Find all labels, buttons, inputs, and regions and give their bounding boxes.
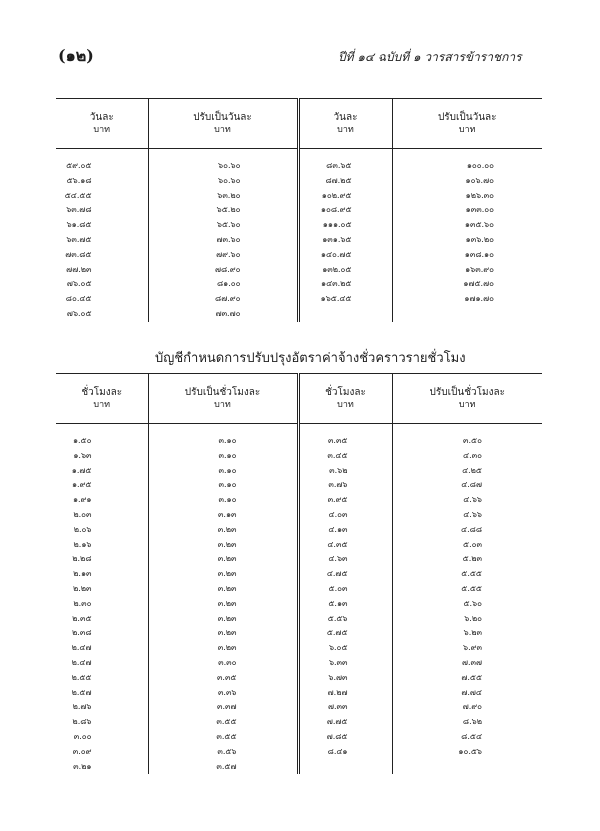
table-cell: ๓.๑๐ <box>148 449 298 464</box>
table-cell: ๖.๒๓ <box>392 626 542 641</box>
table-row <box>56 218 542 233</box>
column-title: วันละ <box>333 111 358 123</box>
table-cell: ๕๖.๑๘ <box>66 175 92 185</box>
table-cell: ๑๑๑.๐๕ <box>298 218 392 233</box>
table-row <box>56 582 542 597</box>
table-cell: ๓.๑๓ <box>148 508 298 523</box>
table-cell: ๑๖๓.๙๐ <box>392 263 542 278</box>
table-cell: ๕.๐๓ <box>298 582 392 597</box>
table-row <box>56 567 542 582</box>
hourly-table-header <box>56 374 542 424</box>
column-unit: บาท <box>337 399 354 410</box>
table-cell: ๒.๘๖ <box>72 717 92 727</box>
table-row <box>56 478 542 493</box>
table-cell: ๗๙.๖๐ <box>148 248 298 263</box>
table-cell: ๒.๓๐ <box>73 598 92 608</box>
table-cell: ๑๓๖.๒๐ <box>392 233 542 248</box>
table-cell: ๗๗.๒๓ <box>66 264 92 274</box>
table-cell: ๘๗.๒๕ <box>298 174 392 189</box>
daily-table-header <box>56 99 542 149</box>
table-cell: ๑๔๐.๗๕ <box>298 248 392 263</box>
table-cell: ๕๙.๐๕ <box>66 161 92 170</box>
table-cell: ๓.๒๓ <box>148 523 298 538</box>
table-cell: ๑๔๓.๒๕ <box>298 277 392 292</box>
table-cell <box>298 307 392 322</box>
table-row <box>56 434 542 449</box>
table-row <box>56 597 542 612</box>
table-cell: ๑๐.๕๖ <box>392 745 542 760</box>
table-cell: ๘๐.๔๕ <box>65 294 92 304</box>
table-cell: ๖๑.๘๕ <box>66 220 92 230</box>
table-cell: ๓.๕๕ <box>148 730 298 745</box>
table-row <box>56 538 542 553</box>
table-cell: ๓.๒๓ <box>148 582 298 597</box>
table-cell: ๖๕.๒๐ <box>148 203 298 218</box>
table-cell: ๔.๖๖ <box>392 493 542 508</box>
table-cell: ๓.๒๓ <box>148 538 298 553</box>
table-row <box>56 174 542 189</box>
table-cell: ๓.๒๓ <box>148 552 298 567</box>
table-cell: ๖.๓๓ <box>298 656 392 671</box>
table-cell: ๖.๐๕ <box>298 641 392 656</box>
column-title: ชั่วโมงละ <box>325 386 366 398</box>
table-cell: ๗๖.๐๕ <box>66 308 92 318</box>
table-row <box>56 612 542 627</box>
table-cell: ๒.๔๗ <box>71 657 92 667</box>
table-cell: ๖.๗๓ <box>298 671 392 686</box>
hourly-table-caption: บัญชีกำหนดการปรับปรุงอัตราค่าจ้างชั่วคราวรายชั่วโมง <box>155 351 466 366</box>
table-cell: ๖๓.๗๕ <box>66 234 92 244</box>
table-row <box>56 277 542 292</box>
table-cell: ๔.๒๕ <box>392 464 542 479</box>
table-cell: ๕๔.๕๕ <box>64 190 92 200</box>
table-cell: ๘.๖๒ <box>392 715 542 730</box>
table-row <box>56 233 542 248</box>
column-title: ชั่วโมงละ <box>81 386 123 398</box>
table-cell: ๑๖๕.๔๕ <box>298 292 392 307</box>
table-cell: ๔.๓๕ <box>298 538 392 553</box>
table-cell: ๒.๐๖ <box>73 524 92 534</box>
table-row <box>56 464 542 479</box>
table-cell: ๖๓.๗๘ <box>66 205 92 215</box>
table-row <box>56 715 542 730</box>
column-header <box>56 99 148 149</box>
table-cell: ๒.๓๕ <box>72 613 92 623</box>
table-cell: ๖๐.๖๐ <box>148 174 298 189</box>
table-cell: ๑.๗๕ <box>71 465 92 475</box>
table-row <box>56 189 542 204</box>
hourly-wage-table <box>56 373 542 774</box>
table-cell <box>298 760 392 775</box>
table-row <box>56 203 542 218</box>
column-unit: บาท <box>214 399 231 410</box>
column-header <box>392 374 542 424</box>
table-cell: ๕.๕๖ <box>298 612 392 627</box>
table-row <box>56 263 542 278</box>
table-row <box>56 307 542 322</box>
table-cell: ๒.๔๗ <box>71 643 92 653</box>
column-unit: บาท <box>458 399 476 410</box>
table-cell: ๕.๑๓ <box>298 597 392 612</box>
table-cell: ๗๘.๙๐ <box>148 263 298 278</box>
column-header <box>298 374 392 424</box>
table-cell: ๕.๕๕ <box>392 567 542 582</box>
table-cell <box>392 307 542 322</box>
column-unit: บาท <box>458 124 476 135</box>
table-cell: ๔.๘๘ <box>392 523 542 538</box>
table-cell: ๑๓๑.๖๕ <box>298 233 392 248</box>
table-cell: ๓.๒๓ <box>148 567 298 582</box>
table-cell: ๓.๒๑ <box>73 761 92 771</box>
table-cell: ๓.๓๕ <box>298 434 392 449</box>
table-row <box>56 641 542 656</box>
running-title: ปีที่ ๑๔ ฉบับที่ ๑ วารสารข้าราชการ <box>338 50 522 64</box>
table-cell: ๓.๔๕ <box>298 449 392 464</box>
table-cell: ๑.๙๑ <box>72 495 92 505</box>
table-row <box>56 700 542 715</box>
column-title: ปรับเป็นชั่วโมงละ <box>184 386 261 398</box>
column-header <box>148 99 298 149</box>
table-cell: ๔.๓๐ <box>392 449 542 464</box>
table-cell: ๗.๗๔ <box>392 686 542 701</box>
column-title: วันละ <box>89 111 114 123</box>
table-cell: ๓.๒๓ <box>148 626 298 641</box>
table-cell: ๓.๓๖ <box>148 686 298 701</box>
column-unit: บาท <box>214 124 231 135</box>
column-header <box>392 99 542 149</box>
table-cell: ๗๓.๖๐ <box>148 233 298 248</box>
table-cell: ๖๓.๒๐ <box>148 189 298 204</box>
table-cell: ๒.๓๘ <box>72 628 92 638</box>
table-cell: ๗๓.๘๕ <box>65 249 92 259</box>
table-cell: ๗.๒๗ <box>298 686 392 701</box>
table-cell: ๗.๗๕ <box>298 715 392 730</box>
table-cell: ๑๓๓.๐๐ <box>392 203 542 218</box>
column-title: ปรับเป็นชั่วโมงละ <box>429 386 505 398</box>
table-cell: ๑๐๐.๐๐ <box>392 159 542 174</box>
table-cell: ๕.๐๓ <box>392 538 542 553</box>
table-cell: ๗.๘๕ <box>298 730 392 745</box>
table-cell: ๑๓๒.๐๕ <box>298 263 392 278</box>
column-unit: บาท <box>337 124 354 135</box>
table-row <box>56 159 542 174</box>
column-title: ปรับเป็นวันละ <box>193 111 252 123</box>
table-cell: ๘.๕๔ <box>392 730 542 745</box>
table-cell: ๘๗.๙๐ <box>148 292 298 307</box>
table-cell: ๒.๕๗ <box>71 687 92 697</box>
table-cell: ๑๐๖.๗๐ <box>392 174 542 189</box>
table-cell: ๑.๖๓ <box>73 450 92 460</box>
table-cell: ๓.๒๓ <box>148 612 298 627</box>
table-cell: ๓.๕๗ <box>148 760 298 775</box>
table-row <box>56 671 542 686</box>
table-row <box>56 745 542 760</box>
table-cell: ๑๐๘.๙๕ <box>298 203 392 218</box>
column-header <box>298 99 392 149</box>
table-cell: ๓.๒๓ <box>148 641 298 656</box>
table-cell: ๔.๗๕ <box>298 567 392 582</box>
table-cell: ๓.๗๖ <box>298 478 392 493</box>
table-cell: ๒.๐๓ <box>73 509 92 519</box>
table-cell: ๖๐.๖๐ <box>148 159 298 174</box>
table-cell: ๓.๕๖ <box>148 745 298 760</box>
table-cell: ๒.๗๖ <box>72 702 92 712</box>
table-cell: ๔.๖๖ <box>392 508 542 523</box>
table-row <box>56 523 542 538</box>
table-cell: ๓.๑๐ <box>148 434 298 449</box>
table-cell: ๘๑.๐๐ <box>148 277 298 292</box>
daily-wage-table <box>56 98 542 322</box>
table-cell: ๓.๓๕ <box>148 671 298 686</box>
table-cell: ๔.๐๓ <box>298 508 392 523</box>
table-cell: ๗๓.๗๐ <box>148 307 298 322</box>
column-header <box>56 374 148 424</box>
table-cell: ๓.๕๐ <box>392 434 542 449</box>
column-title: ปรับเป็นวันละ <box>437 111 497 123</box>
table-cell: ๓.๙๕ <box>298 493 392 508</box>
table-cell <box>392 760 542 775</box>
table-cell: ๕.๖๐ <box>392 597 542 612</box>
table-row <box>56 656 542 671</box>
column-unit: บาท <box>93 399 111 410</box>
table-cell: ๗.๙๐ <box>392 700 542 715</box>
table-cell: ๒.๒๘ <box>72 554 92 564</box>
table-row <box>56 248 542 263</box>
table-cell: ๘๓.๖๕ <box>298 159 392 174</box>
table-row <box>56 493 542 508</box>
table-cell: ๑๐๒.๙๕ <box>298 189 392 204</box>
table-cell: ๓.๕๕ <box>148 715 298 730</box>
table-cell: ๒.๑๖ <box>73 539 92 549</box>
table-cell: ๗.๓๗ <box>392 656 542 671</box>
column-unit: บาท <box>93 124 111 135</box>
table-cell: ๒.๒๓ <box>72 583 92 593</box>
table-cell: ๓.๖๒ <box>298 464 392 479</box>
table-row <box>56 686 542 701</box>
table-row <box>56 760 542 775</box>
table-cell: ๕.๗๕ <box>298 626 392 641</box>
table-row <box>56 449 542 464</box>
table-cell: ๑.๕๐ <box>72 436 92 445</box>
table-cell: ๒.๑๓ <box>73 569 92 579</box>
table-cell: ๑๓๕.๖๐ <box>392 218 542 233</box>
table-cell: ๒.๕๕ <box>71 672 92 682</box>
table-cell: ๓.๓๐ <box>148 656 298 671</box>
page-number: (๑๒) <box>58 46 94 65</box>
table-row <box>56 626 542 641</box>
table-cell: ๑๒๖.๓๐ <box>392 189 542 204</box>
table-cell: ๗.๓๓ <box>298 700 392 715</box>
table-cell: ๘.๔๑ <box>298 745 392 760</box>
table-cell: ๔.๖๓ <box>298 552 392 567</box>
table-cell: ๓.๓๗ <box>148 700 298 715</box>
table-row <box>56 552 542 567</box>
table-cell: ๔.๘๗ <box>392 478 542 493</box>
table-cell: ๖๕.๖๐ <box>148 218 298 233</box>
table-cell: ๓.๒๓ <box>148 597 298 612</box>
table-row <box>56 508 542 523</box>
table-cell: ๓.๐๙ <box>72 746 92 756</box>
table-cell: ๑๗๑.๗๐ <box>392 292 542 307</box>
table-cell: ๑.๙๕ <box>71 480 92 490</box>
table-cell: ๑๗๕.๗๐ <box>392 277 542 292</box>
column-header <box>148 374 298 424</box>
table-cell: ๕.๒๓ <box>392 552 542 567</box>
table-cell: ๓.๑๐ <box>148 478 298 493</box>
table-cell: ๓.๑๐ <box>148 493 298 508</box>
table-row <box>56 730 542 745</box>
table-cell: ๓.๑๐ <box>148 464 298 479</box>
table-cell: ๑๓๘.๑๐ <box>392 248 542 263</box>
table-cell: ๖.๙๓ <box>392 641 542 656</box>
table-cell: ๖.๒๐ <box>392 612 542 627</box>
table-cell: ๔.๑๓ <box>298 523 392 538</box>
table-row <box>56 292 542 307</box>
table-cell: ๗๖.๐๕ <box>66 279 92 289</box>
table-cell: ๓.๐๐ <box>73 731 92 741</box>
table-cell: ๕.๕๕ <box>392 582 542 597</box>
table-cell: ๗.๕๕ <box>392 671 542 686</box>
